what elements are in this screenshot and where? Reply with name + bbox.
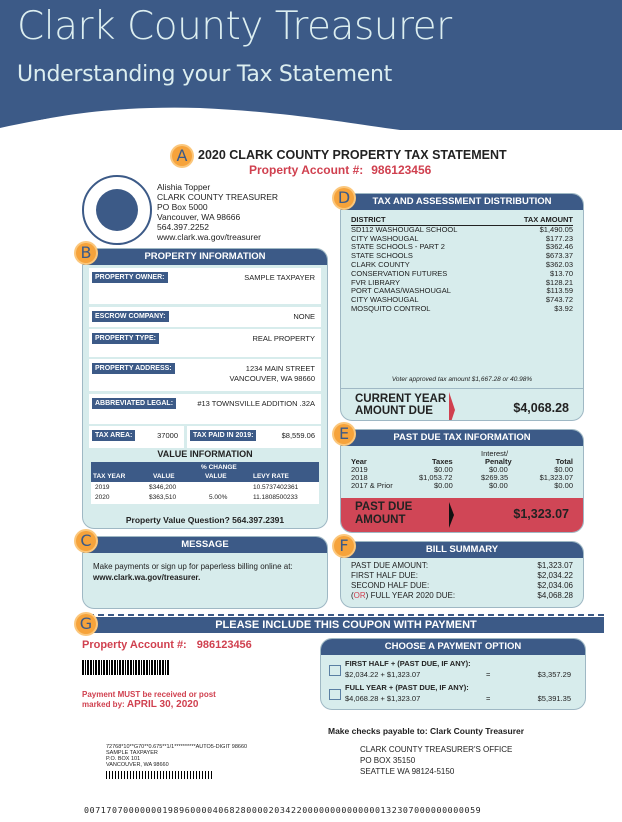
summary-row <box>351 581 573 591</box>
canoe-seal-icon <box>96 189 138 231</box>
label-line: AMOUNT DUE <box>355 405 433 417</box>
header-subtitle: Understanding your Tax Statement <box>17 62 393 87</box>
field-value: 37000 <box>157 431 178 440</box>
account-label: Property Account #: <box>82 639 187 651</box>
address-line: VANCOUVER, WA 98660 <box>106 762 169 768</box>
message-panel <box>82 536 328 609</box>
value-table <box>91 462 319 504</box>
cell-amount: $3.92 <box>554 303 573 313</box>
field-value: REAL PROPERTY <box>252 334 315 343</box>
paren: ) <box>365 591 369 600</box>
badge-e: E <box>334 424 354 444</box>
panel-header: MESSAGE <box>83 537 327 553</box>
address-line: 72768*10**G70**0.675**1/1**********AUTO5-DIGIT 98660 <box>106 744 248 750</box>
message-text <box>93 561 317 583</box>
page-header <box>0 0 622 130</box>
col-interest: Interest/ <box>481 449 509 458</box>
cell-amount: $1,490.05 <box>539 224 573 234</box>
header-title: Clark County Treasurer <box>17 4 452 49</box>
summary-label: SECOND HALF DUE: <box>351 581 430 590</box>
value-information-title: VALUE INFORMATION <box>157 449 253 459</box>
badge-d: D <box>334 188 354 208</box>
account-label: Property Account #: <box>249 163 364 177</box>
past-due-header-top <box>351 450 573 458</box>
table-row <box>351 482 573 490</box>
field-value: SAMPLE TAXPAYER <box>244 273 315 282</box>
col-total: Total <box>555 457 573 466</box>
cell-amount: $743.72 <box>545 295 573 305</box>
account-barcode-icon <box>82 660 169 675</box>
office-line: 564.397.2252 <box>157 222 209 232</box>
cell-district: STATE SCHOOLS <box>351 251 413 261</box>
cell-value: $363,510 <box>149 494 177 501</box>
cell-taxes: $0.00 <box>434 481 453 490</box>
property-owner-row <box>89 268 321 304</box>
office-line: Vancouver, WA 98666 <box>157 212 241 222</box>
account-number: 986123456 <box>196 639 252 651</box>
cell-year: 2019 <box>95 484 110 491</box>
field-label: TAX PAID IN 2019: <box>190 430 256 441</box>
summary-row <box>351 591 573 601</box>
cell-district: SD112 WASHOUGAL SCHOOL <box>351 224 458 234</box>
option-equals: = <box>486 694 491 703</box>
office-website-link[interactable]: www.clark.wa.gov/treasurer <box>157 232 261 242</box>
field-label: ESCROW COMPANY: <box>92 311 169 322</box>
address-line: 1234 MAIN STREET <box>245 364 315 373</box>
option-label: FULL YEAR + (PAST DUE, IF ANY): <box>345 683 469 692</box>
cell-amount: $13.70 <box>550 268 573 278</box>
cell-year: 2018 <box>351 473 368 482</box>
panel-header: BILL SUMMARY <box>341 542 583 558</box>
cell-year: 2019 <box>351 465 368 474</box>
past-due-label <box>355 501 412 527</box>
badge-b: B <box>76 243 96 263</box>
office-line: PO Box 5000 <box>157 202 208 212</box>
past-due-header <box>351 458 573 466</box>
legal-row <box>89 394 321 424</box>
address-line: PO BOX 35150 <box>360 756 416 765</box>
field-value: NONE <box>293 312 315 321</box>
escrow-row <box>89 307 321 327</box>
postal-barcode-icon <box>106 771 214 779</box>
cell-year: 2017 & Prior <box>351 481 393 490</box>
cell-amount: $177.23 <box>545 233 573 243</box>
address-line: CLARK COUNTY TREASURER'S OFFICE <box>360 745 513 754</box>
panel-header: TAX AND ASSESSMENT DISTRIBUTION <box>341 194 583 210</box>
payment-option-panel <box>320 638 586 710</box>
cell-taxes: $1,053.72 <box>419 473 453 482</box>
field-value <box>230 364 315 384</box>
cell-amount: $128.21 <box>545 277 573 287</box>
office-line: Alishia Topper <box>157 182 211 192</box>
bill-summary-panel <box>340 541 584 608</box>
value-table-body <box>91 482 319 504</box>
distribution-table <box>351 216 573 314</box>
option-calc: $4,068.28 + $1,323.07 <box>345 694 421 703</box>
table-row <box>351 305 573 314</box>
cell-district: STATE SCHOOLS - PART 2 <box>351 242 445 252</box>
ocr-scan-line: 00717070000000198960000406828000020342200000000000000132307000000000059 <box>84 805 482 815</box>
option-amount: $5,391.35 <box>537 694 571 703</box>
deadline-line: Payment MUST be received or post <box>82 690 216 699</box>
arrow-right-icon <box>449 392 455 421</box>
property-account <box>249 163 431 177</box>
cell-total: $1,323.07 <box>539 473 573 482</box>
cell-amount: $362.03 <box>545 259 573 269</box>
account-number: 986123456 <box>371 163 432 177</box>
office-line: CLARK COUNTY TREASURER <box>157 192 279 202</box>
option-amount: $3,357.29 <box>537 670 571 679</box>
option-equals: = <box>486 670 491 679</box>
cell-year: 2020 <box>95 494 110 501</box>
cell-district: FVR LIBRARY <box>351 277 401 287</box>
value-table-header <box>91 462 319 482</box>
coupon-banner: PLEASE INCLUDE THIS COUPON WITH PAYMENT <box>88 617 604 633</box>
cell-district: CLARK COUNTY <box>351 259 410 269</box>
payment-deadline <box>82 690 216 710</box>
past-due-panel <box>340 429 584 533</box>
deadline-line <box>82 700 216 710</box>
current-year-amount: $4,068.28 <box>513 401 569 415</box>
col-tax-year: TAX YEAR <box>93 473 126 480</box>
cell-total: $0.00 <box>554 481 573 490</box>
col-pct-change: % CHANGE <box>201 464 237 471</box>
property-type-row <box>89 329 321 357</box>
field-label: PROPERTY OWNER: <box>92 272 168 283</box>
summary-row <box>351 561 573 571</box>
full-year-checkbox[interactable] <box>329 689 341 700</box>
col-value: VALUE <box>153 473 175 480</box>
field-label: TAX AREA: <box>92 430 135 441</box>
arrow-right-icon <box>449 502 454 528</box>
field-label: PROPERTY ADDRESS: <box>92 363 175 374</box>
summary-label: FIRST HALF DUE: <box>351 571 418 580</box>
taxpayer-mailing-address <box>106 744 247 768</box>
coupon-property-account <box>82 639 252 651</box>
col-tax-amount: TAX AMOUNT <box>523 215 573 224</box>
badge-g: G <box>76 614 96 634</box>
col-pct-change-value: VALUE <box>205 473 227 480</box>
panel-header: CHOOSE A PAYMENT OPTION <box>321 639 585 655</box>
address-line: VANCOUVER, WA 98660 <box>229 374 315 383</box>
full-year-label: FULL YEAR 2020 DUE: <box>368 591 456 600</box>
property-information-panel <box>82 248 328 529</box>
cell-district: PORT CAMAS/WASHOUGAL <box>351 286 451 296</box>
cell-interest: $269.35 <box>481 473 509 482</box>
past-due-amount-bar <box>341 498 583 532</box>
field-label: ABBREVIATED LEGAL: <box>92 398 176 409</box>
or-text: OR <box>353 591 366 600</box>
message-link[interactable]: www.clark.wa.gov/treasurer. <box>93 573 201 582</box>
paren: ( <box>351 591 354 600</box>
treasurer-office-block <box>157 182 278 242</box>
summary-value: $2,034.06 <box>537 581 573 590</box>
address-line: SAMPLE TAXPAYER <box>106 750 158 756</box>
bill-summary-list <box>351 561 573 601</box>
cell-interest: $0.00 <box>489 481 508 490</box>
current-year-amount-due <box>341 388 583 421</box>
label-line: AMOUNT <box>355 514 406 526</box>
past-due-table <box>351 450 573 490</box>
summary-value: $4,068.28 <box>537 591 573 600</box>
summary-value: $2,034.22 <box>537 571 573 580</box>
deadline-prefix: marked by: <box>82 700 127 709</box>
county-seal-icon <box>82 175 152 245</box>
field-value: #13 TOWNSVILLE ADDITION .32A <box>197 399 315 408</box>
cell-taxes: $0.00 <box>434 465 453 474</box>
first-half-checkbox[interactable] <box>329 665 341 676</box>
checks-payable: Make checks payable to: Clark County Treasurer <box>328 726 525 736</box>
cell-district: CONSERVATION FUTURES <box>351 268 448 278</box>
cut-line <box>88 614 604 616</box>
summary-label: PAST DUE AMOUNT: <box>351 561 429 570</box>
col-year: Year <box>351 457 367 466</box>
tax-area-row <box>89 426 184 448</box>
cell-amount: $362.46 <box>545 242 573 252</box>
col-district: DISTRICT <box>351 215 386 224</box>
cell-interest: $0.00 <box>489 465 508 474</box>
deadline-date: APRIL 30, 2020 <box>126 699 199 710</box>
tax-paid-row <box>187 426 321 448</box>
col-taxes: Taxes <box>432 457 453 466</box>
address-line: SEATTLE WA 98124-5150 <box>360 767 455 776</box>
col-levy-rate: LEVY RATE <box>253 473 289 480</box>
badge-c: C <box>76 531 96 551</box>
summary-value: $1,323.07 <box>537 561 573 570</box>
label-line: PAST DUE <box>355 501 413 513</box>
tax-distribution-panel <box>340 193 584 421</box>
property-value-question: Property Value Question? 564.397.2391 <box>125 515 285 525</box>
field-value: $8,559.06 <box>281 431 315 440</box>
cell-levy: 11.1808500233 <box>253 494 298 501</box>
option-label: FIRST HALF + (PAST DUE, IF ANY): <box>345 659 471 668</box>
option-calc: $2,034.22 + $1,323.07 <box>345 670 421 679</box>
label-line: CURRENT YEAR <box>355 393 447 405</box>
address-line: P.O. BOX 101 <box>106 756 141 762</box>
cell-district: MOSQUITO CONTROL <box>351 303 431 313</box>
message-body: Make payments or sign up for paperless billing online at: <box>93 562 293 571</box>
cell-change: 5.00% <box>209 494 228 501</box>
panel-header: PAST DUE TAX INFORMATION <box>341 430 583 446</box>
cell-value: $346,200 <box>149 484 177 491</box>
cell-total: $0.00 <box>554 465 573 474</box>
past-due-amount: $1,323.07 <box>513 507 569 521</box>
cell-district: CITY WASHOUGAL <box>351 295 419 305</box>
col-penalty: Penalty <box>485 457 512 466</box>
remit-address <box>360 744 512 777</box>
statement-title: 2020 CLARK COUNTY PROPERTY TAX STATEMENT <box>198 148 507 162</box>
field-label: PROPERTY TYPE: <box>92 333 159 344</box>
panel-header: PROPERTY INFORMATION <box>83 249 327 265</box>
cell-district: CITY WASHOUGAL <box>351 233 419 243</box>
badge-a: A <box>172 146 192 166</box>
property-address-row <box>89 359 321 391</box>
cell-amount: $673.37 <box>545 251 573 261</box>
cell-levy: 10.5737402361 <box>253 484 299 491</box>
summary-row <box>351 571 573 581</box>
summary-label <box>351 591 455 601</box>
badge-f: F <box>334 536 354 556</box>
cell-amount: $113.59 <box>546 286 573 296</box>
voter-approved-note: Voter approved tax amount $1,667.28 or 40.98% <box>391 376 533 383</box>
current-year-label <box>355 393 446 417</box>
